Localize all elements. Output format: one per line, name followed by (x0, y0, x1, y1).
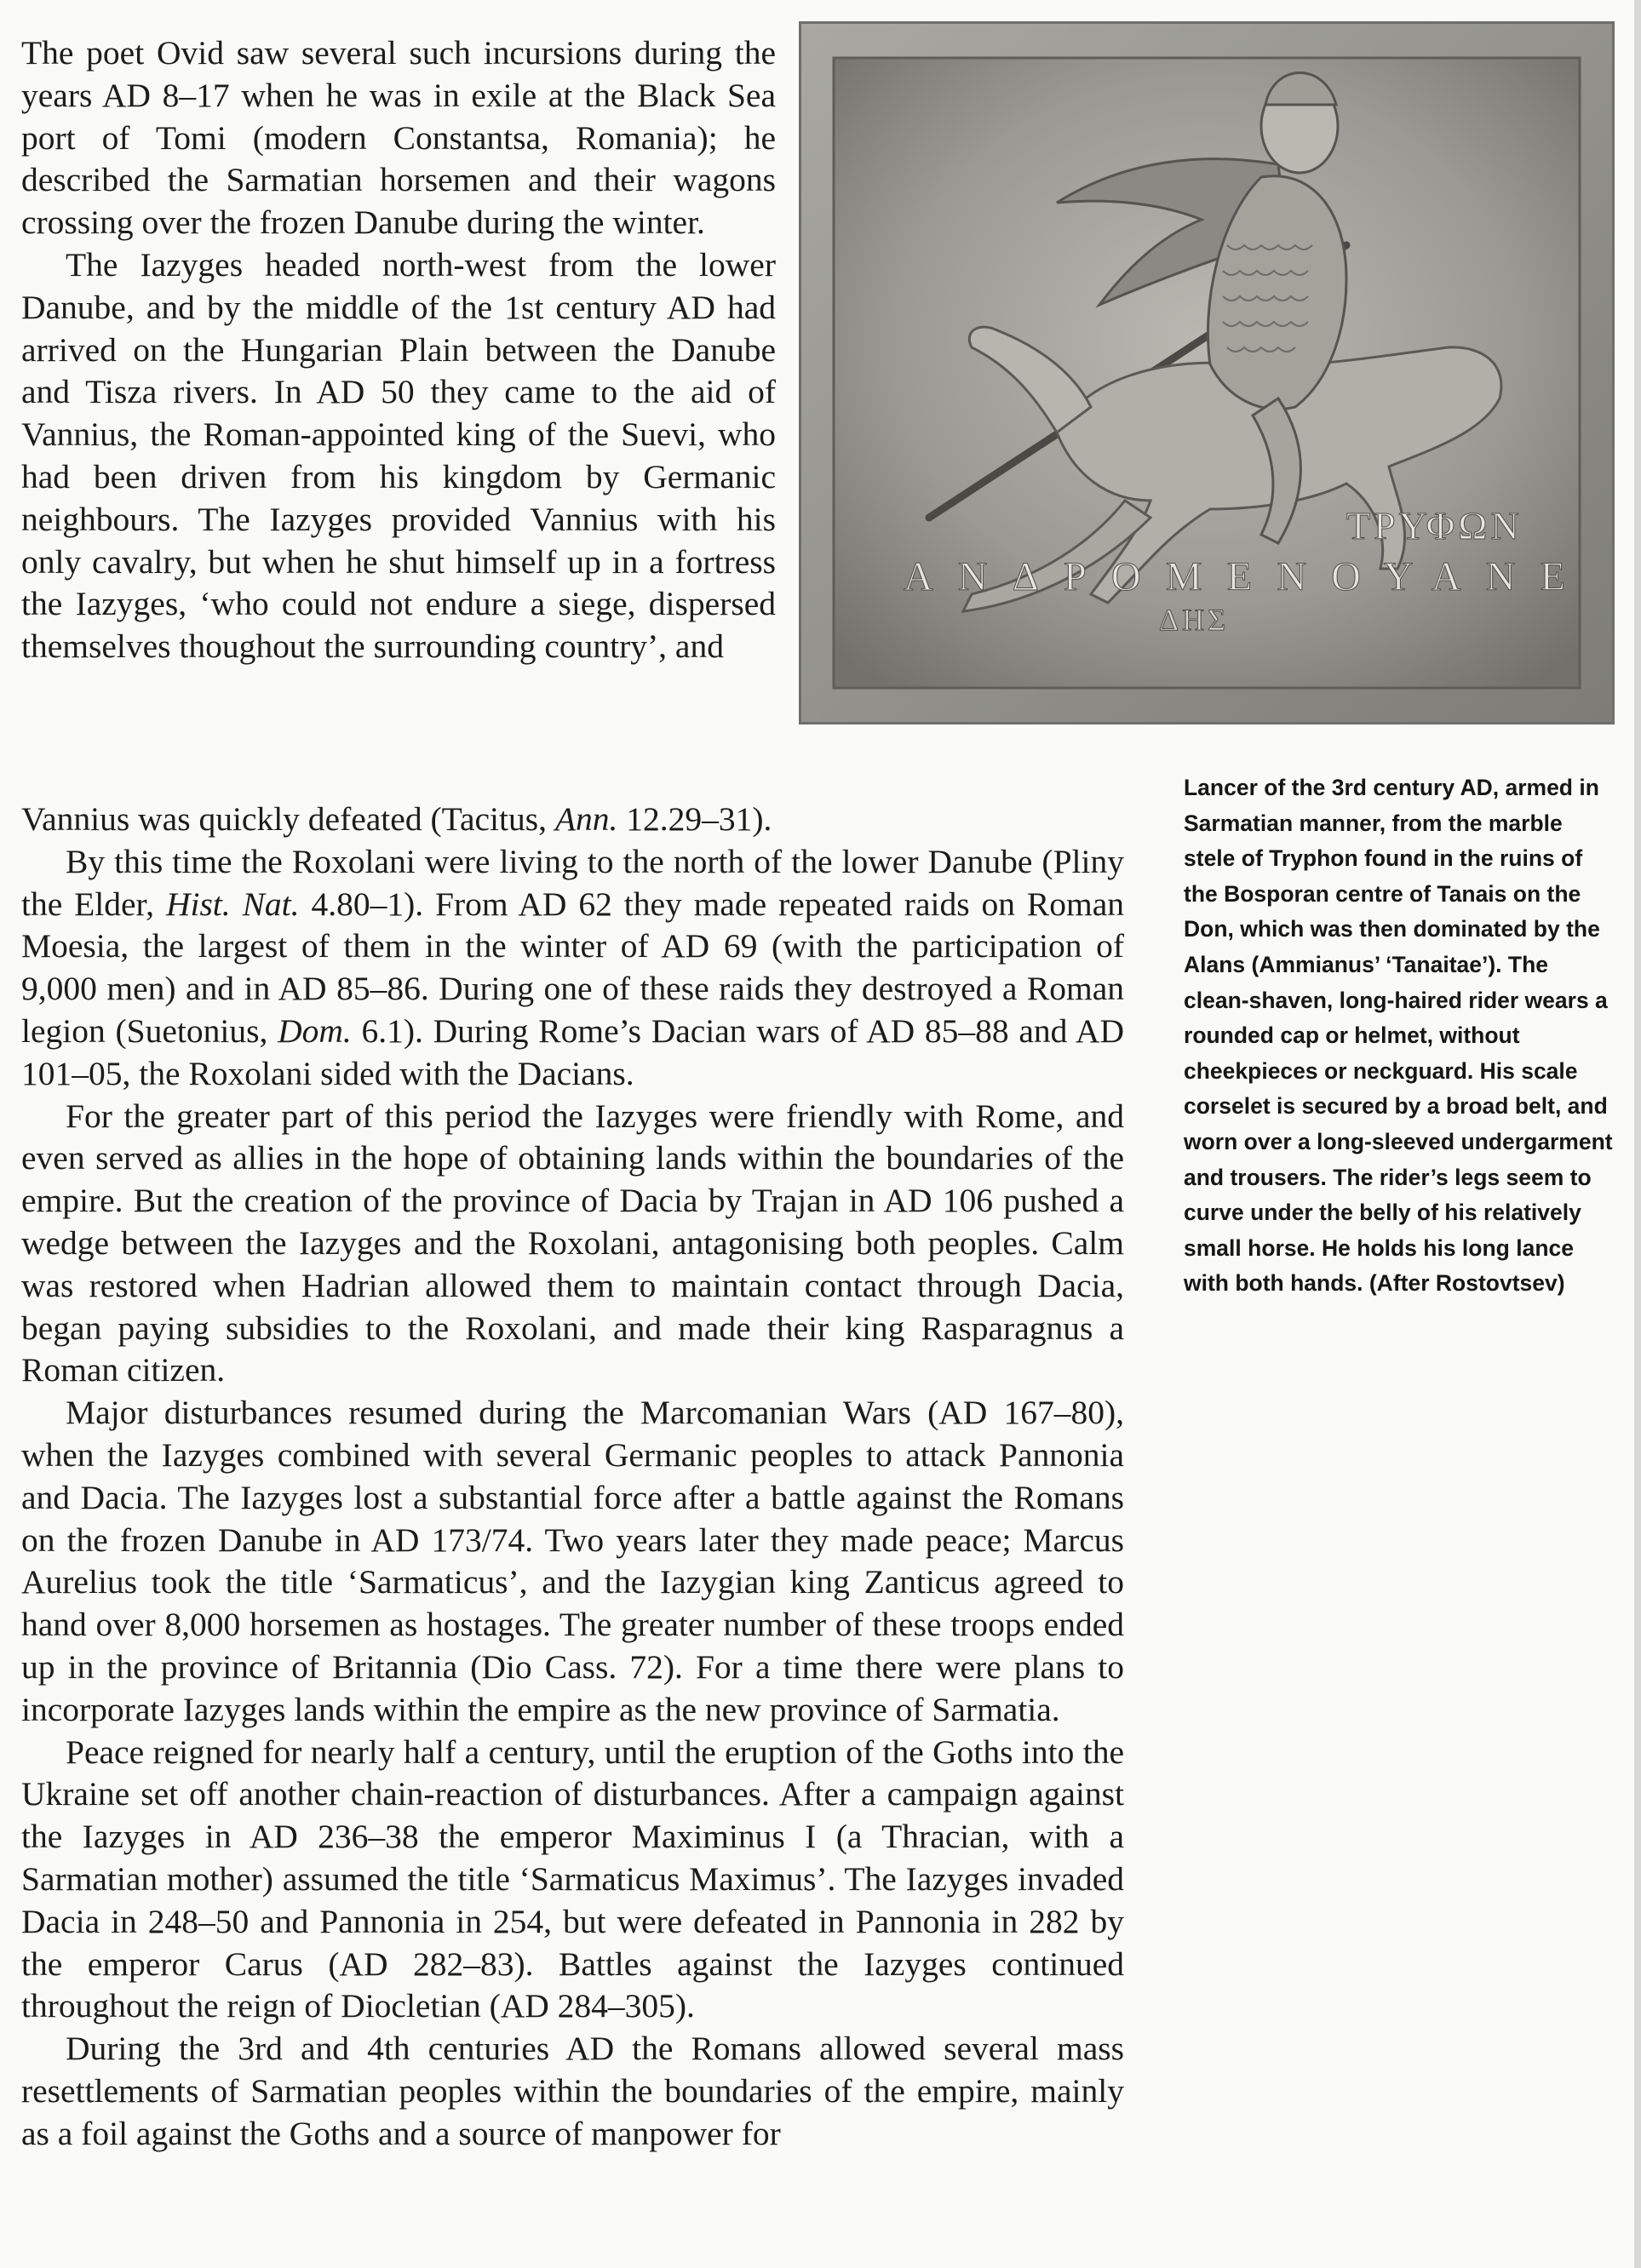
inscription-line-1: ΤΡΥΦΩΝ (1346, 504, 1523, 547)
paragraph-vannius-defeat (21, 799, 1124, 841)
paragraph-goths-eruption: Peace reigned for nearly half a century, until the eruption of the Goths into the Ukraine set off another chain-reaction of disturbances. After a campaign against the Iazyges in AD 236–38 the emperor Maximinus I (a Thracian, with a Sarmatian mother) assumed the title ‘Sarmaticus Maximus’. The Iazyges invaded Dacia in 248–50 and Pannonia in 254, but were defeated in Pannonia in 282 by the emperor Carus (AD 282–83). Battles against the Iazyges continued throughout the reign of Diocletian (AD 284–305). (21, 1732, 1124, 2025)
inscription-line-3: ΔΗΣ (1159, 603, 1230, 637)
paragraph-ovid: The poet Ovid saw several such incursions during the years AD 8–17 when he was in exile at the Black Sea port of Tomi (modern Constantsa, Romania); he described the Sarmatian horsemen and their wagons crossing over the frozen Danube during the winter. (21, 34, 776, 242)
text-column-bottom (21, 799, 1124, 2156)
citation-italic: Ann. (554, 800, 618, 838)
paragraph-iazyges-vannius: The Iazyges headed north-west from the lower Danube, and by the middle of the 1st century AD had arrived on the Hungarian Plain between the Danube and Tisza rivers. In AD 50 they came to the aid of Vannius, the Roman-appointed king of the Suevi, who had been driven from his kingdom by Germanic neighbours. The Iazyges provided Vannius with his only cavalry, but when he shut himself up in a fortress the Iazyges, ‘who could not endure a siege, dispersed themselves thoughout the surrounding country’, and (21, 245, 776, 666)
lancer-relief-drawing (801, 24, 1612, 722)
text-run: 12.29–31). (617, 800, 772, 838)
stele-relief-image (799, 21, 1615, 724)
paragraph-marcomanian-wars: Major disturbances resumed during the Marcomanian Wars (AD 167–80), when the Iazyges combined with several Germanic peoples to attack Pannonia and Dacia. The Iazyges lost a substantial force after a battle against the Romans on the frozen Danube in AD 173/74. Two years later they made peace; Marcus Aurelius took the title ‘Sarmaticus’, and the Iazygian king Zanticus agreed to hand over 8,000 horsemen as hostages. The greater number of these troops ended up in the province of Britannia (Dio Cass. 72). For a time there were plans to incorporate Iazyges lands within the empire as the new province of Sarmatia. (21, 1394, 1124, 1728)
citation-italic: Dom. (278, 1011, 352, 1050)
text-run: Vannius was quickly defeated (Tacitus, (21, 800, 555, 838)
paragraph-roxolani (21, 841, 1124, 1096)
text-run: 4.80–1). From AD 62 they made repeated raids on Roman Moesia, the largest of them in the winter of AD 69 (with the participation of 9,000 men) and in AD 85–86. During one of these raids they destroyed a Roman legion (Suetonius, (21, 885, 1125, 1050)
text-run: By this time the Roxolani were living to the north of the lower Danube (Pliny the Elder, (21, 842, 1124, 923)
text-run: 6.1). During Rome’s Dacian wars of AD 85–88 and AD 101–05, the Roxolani sided with the Dacians. (21, 1011, 1124, 1092)
citation-italic: Hist. Nat. (165, 885, 300, 923)
figure-caption: Lancer of the 3rd century AD, armed in Sarmatian manner, from the marble stele of Tryphon found in the ruins of the Bosporan centre of Tanais on the Don, which was then dominated by the Alans (Ammianus’ ‘Tanaitae’). The clean-shaven, long-haired rider wears a rounded cap or helmet, without cheekpieces or neckguard. His scale corselet is secured by a broad belt, and worn over a long-sleeved undergarment and trousers. The rider’s legs seem to curve under the belly of his relatively small horse. He holds his long lance with both hands. (After Rostovtsev) (1184, 775, 1613, 1297)
paragraph-resettlements: During the 3rd and 4th centuries AD the Romans allowed several mass resettlements of Sarmatian peoples within the boundaries of the empire, mainly as a foil against the Goths and a source of manpower for (21, 2030, 1124, 2152)
paragraph-friendly-rome: For the greater part of this period the Iazyges were friendly with Rome, and even served as allies in the hope of obtaining lands within the boundaries of the empire. But the creation of the province of Dacia by Trajan in AD 106 pushed a wedge between the Iazyges and the Roxolani, antagonising both peoples. Calm was restored when Hadrian allowed them to maintain contact through Dacia, began paying subsidies to the Roxolani, and made their king Rasparagnus a Roman citizen. (21, 1097, 1124, 1389)
page-edge-shadow (1634, 0, 1641, 2268)
inscription-line-2: ΑΝΔΡΟΜΕΝΟΥΑΝΕ (904, 554, 1568, 599)
text-column-top (21, 32, 776, 668)
